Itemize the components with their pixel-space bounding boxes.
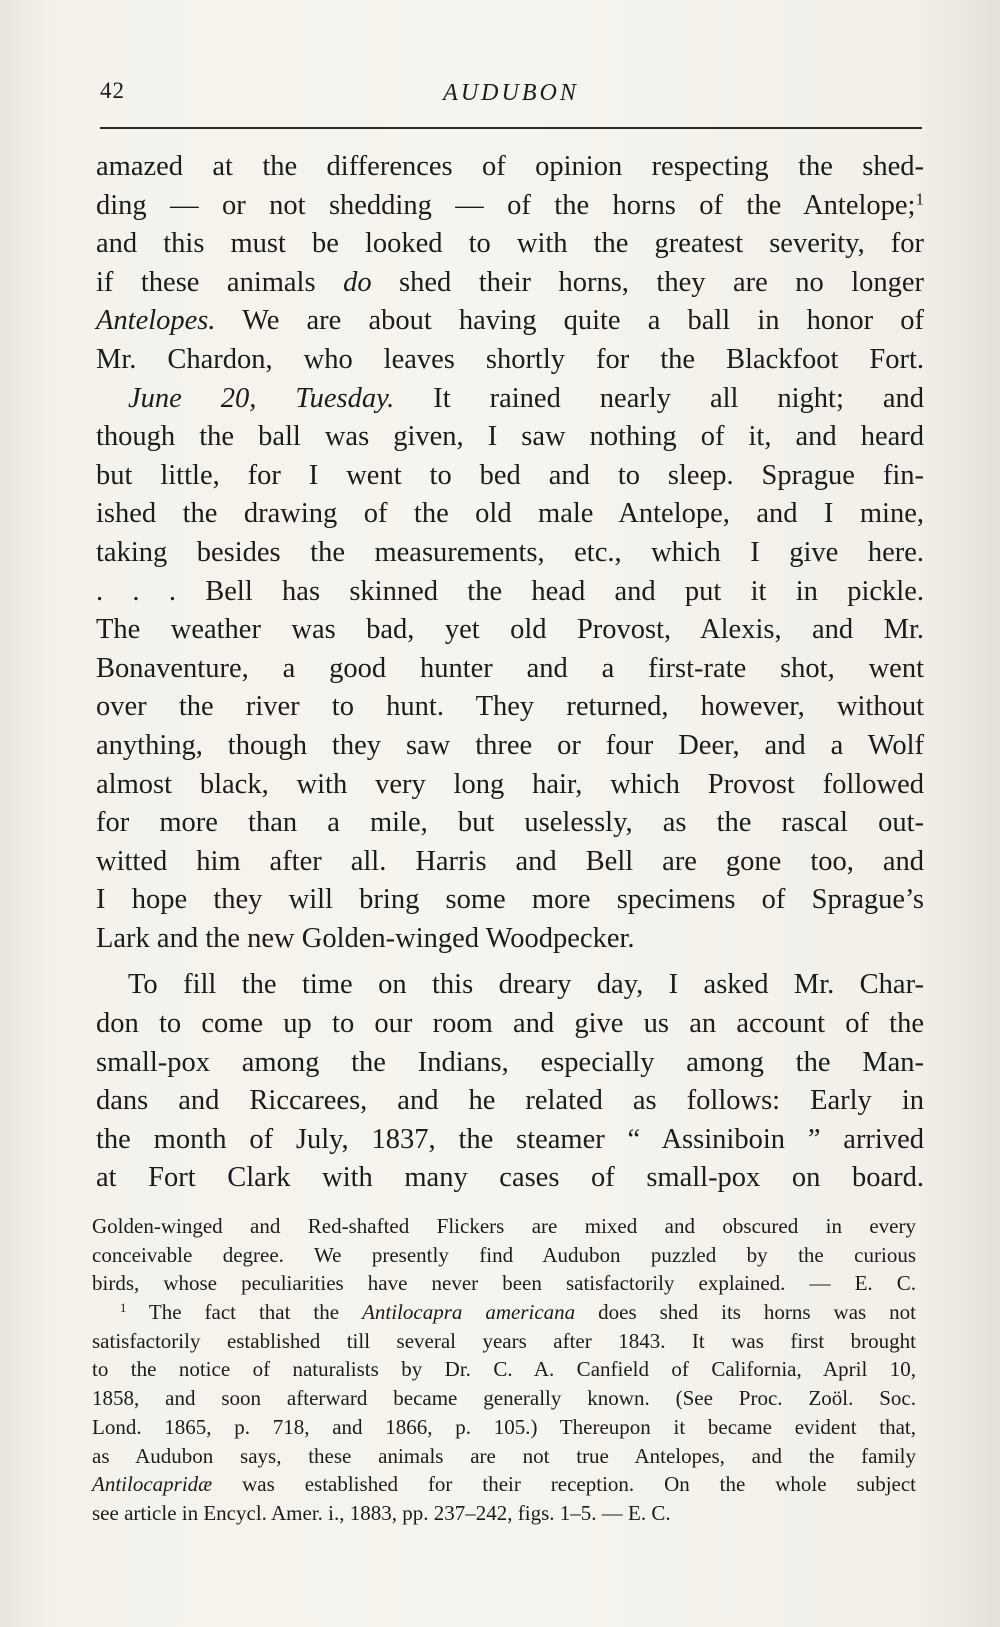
text-line: . . . Bell has skinned the head and put it in pickle.: [96, 575, 924, 607]
footnote-marker: 1: [915, 189, 924, 209]
footnote-line: to the notice of naturalists by Dr. C. A. Canfield of California, April 10,: [92, 1357, 916, 1382]
footnote-line: Golden-winged and Red-shafted Flickers are mixed and obscured in every: [92, 1214, 916, 1238]
footnote-line: 1858, and soon afterward became generally known. (See Proc. Zoöl. Soc.: [92, 1386, 916, 1411]
footnote-line: as Audubon says, these animals are not true Antelopes, and the family: [92, 1443, 916, 1468]
text-line: don to come up to our room and give us an account of the: [96, 1008, 924, 1040]
text-line: taking besides the measurements, etc., which I give here.: [96, 536, 924, 568]
text-line-segment: It rained nearly all night; and: [433, 382, 924, 414]
footnote-line: birds, whose peculiarities have never been satisfactorily explained. — E. C.: [92, 1271, 916, 1296]
footnote-line: [92, 1470, 916, 1499]
page-number: 42: [100, 78, 125, 103]
text-line-segment: We are about having quite a ball in honor of: [242, 305, 924, 337]
emphasis-word: Antelopes.: [96, 305, 216, 337]
text-line: [96, 264, 924, 303]
text-line: ished the drawing of the old male Antelope, and I mine,: [96, 498, 924, 530]
text-line: Lark and the new Golden-winged Woodpecker.: [96, 922, 635, 954]
text-line: almost black, with very long hair, which Provost followed: [96, 768, 924, 800]
text-line: [96, 302, 924, 341]
text-line: Mr. Chardon, who leaves shortly for the Blackfoot Fort.: [96, 343, 924, 375]
footnote-line: see article in Encycl. Amer. i., 1883, pp. 237–242, figs. 1–5. — E. C.: [92, 1500, 671, 1525]
text-line-segment: if these animals: [96, 266, 316, 298]
text-line: [96, 380, 924, 419]
paragraph-gap: [96, 958, 924, 966]
text-line: for more than a mile, but uselessly, as the rascal out-: [96, 807, 924, 839]
footnote-segment: was established for their reception. On the whole subject: [242, 1472, 917, 1497]
main-text: [96, 148, 924, 1198]
text-line: but little, for I went to bed and to sleep. Sprague fin-: [96, 459, 924, 491]
footnote-segment: The fact that the: [148, 1300, 340, 1325]
footnote-line: Lond. 1865, p. 718, and 1866, p. 105.) Thereupon it became evident that,: [92, 1414, 916, 1439]
header-rule: [100, 127, 922, 129]
footnote-line: satisfactorily established till several years after 1843. It was first brought: [92, 1328, 916, 1353]
text-line: at Fort Clark with many cases of small-pox on board.: [96, 1162, 924, 1194]
family-name: Antilocapridæ: [92, 1472, 213, 1497]
text-line: [96, 187, 924, 226]
footnote-line: conceivable degree. We presently find Audubon puzzled by the curious: [92, 1242, 916, 1267]
text-line: Bonaventure, a good hunter and a first-rate shot, went: [96, 652, 924, 684]
text-line: anything, though they saw three or four Deer, and a Wolf: [96, 729, 924, 761]
footnote-number: 1: [120, 1301, 127, 1316]
text-line: over the river to hunt. They returned, however, without: [96, 691, 924, 723]
text-line: To fill the time on this dreary day, I asked Mr. Char-: [128, 969, 924, 1001]
text-line-segment: shed their horns, they are no longer: [399, 266, 925, 298]
text-line-segment: ding — or not shedding — of the horns of the Antelope;: [96, 189, 916, 221]
text-line: though the ball was given, I saw nothing of it, and heard: [96, 421, 924, 453]
emphasis-word: do: [343, 266, 372, 298]
text-line: the month of July, 1837, the steamer “ Assiniboin ” arrived: [96, 1123, 924, 1155]
date-heading: June 20, Tuesday.: [128, 382, 395, 414]
text-line: The weather was bad, yet old Provost, Alexis, and Mr.: [96, 614, 924, 646]
running-head: AUDUBON: [443, 80, 579, 106]
page-header: [100, 78, 922, 118]
text-line: amazed at the differences of opinion respecting the shed-: [96, 151, 924, 182]
footnotes: [92, 1212, 916, 1528]
footnote-line: [92, 1298, 916, 1327]
text-line: small-pox among the Indians, especially among the Man-: [96, 1046, 924, 1078]
text-line: I hope they will bring some more specimens of Sprague’s: [96, 884, 924, 916]
footnote-segment: does shed its horns was not: [598, 1300, 917, 1325]
text-line: and this must be looked to with the greatest severity, for: [96, 228, 924, 260]
text-line: dans and Riccarees, and he related as follows: Early in: [96, 1085, 924, 1117]
species-name: Antilocapra americana: [362, 1300, 576, 1325]
text-line: witted him after all. Harris and Bell are gone too, and: [96, 845, 924, 877]
